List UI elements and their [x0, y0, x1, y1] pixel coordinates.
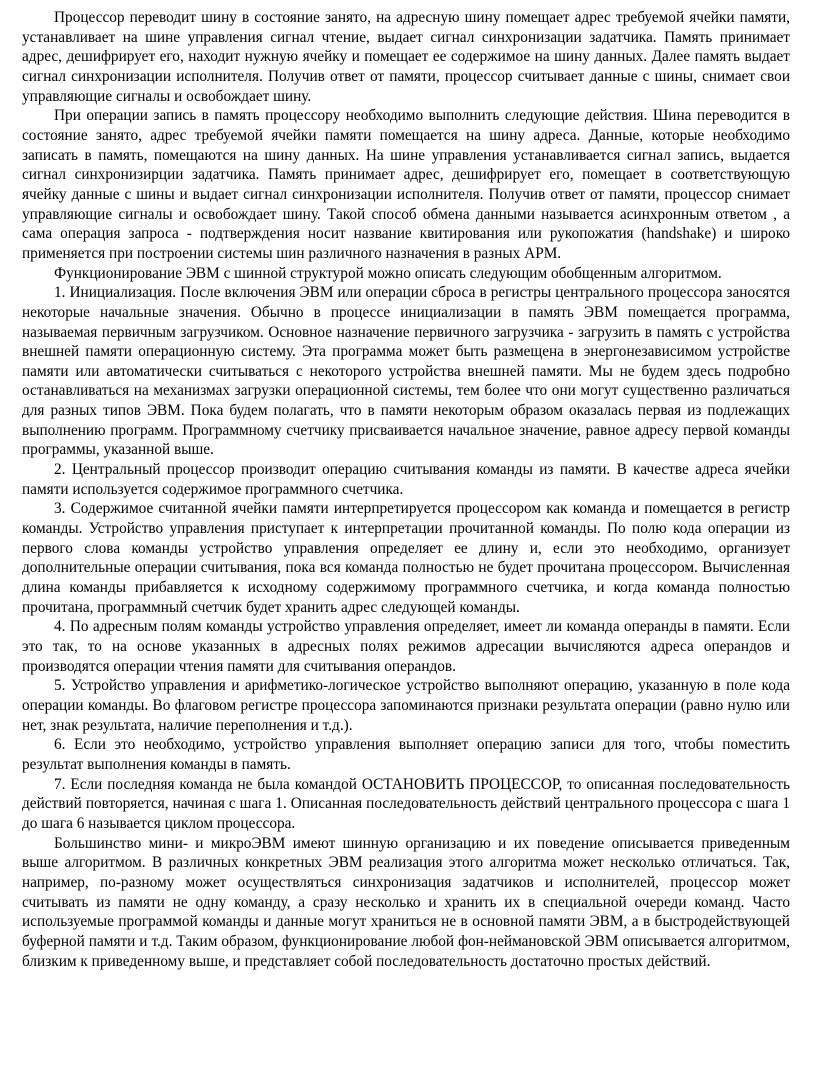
paragraph: Большинство мини- и микроЭВМ имеют шинную организацию и их поведение описывается приведенным выше алгоритмом. В различных конкретных ЭВМ реализация этого алгоритма может несколько отличаться. Так, например, по-разному может осуществляться синхронизация задатчиков и исполнителей, процессор может считывать из памяти не одну команду, а сразу несколько и хранить их в специальной очереди команд. Часто используемые программой команды и данные могут храниться не в основной памяти ЭВМ, а в быстродействующей буферной памяти и т.д. Таким образом, функционирование любой фон-неймановской ЭВМ описывается алгоритмом, близким к приведенному выше, и представляет собой последовательность достаточно простых действий. — [22, 834, 790, 970]
paragraph: 5. Устройство управления и арифметико-логическое устройство выполняют операцию, указанную в поле кода операции команды. Во флаговом регистре процессора запоминаются признаки результата операции (равно нулю или нет, знак результата, наличие переполнения и т.д.). — [22, 677, 790, 734]
paragraph: 7. Если последняя команда не была командой ОСТАНОВИТЬ ПРОЦЕССОР, то описанная последовательность действий повторяется, начиная с шага 1. Описанная последовательность действий центрального процессора с шага 1 до шага 6 называется циклом процессора. — [22, 775, 790, 832]
paragraph: 1. Инициализация. После включения ЭВМ или операции сброса в регистры центрального процессора заносятся некоторые начальные значения. Обычно в процессе инициализации в память ЭВМ помещается программа, называемая первичным загрузчиком. Основное назначение первичного загрузчика - загрузить в память с устройства внешней памяти операционную систему. Эта программа может быть размещена в энергонезависимом устройстве памяти или автоматически считываться с некоторого устройства внешней памяти. Мы не будем здесь подробно останавливаться на механизмах загрузки операционной системы, тем более что они могут существенно различаться для разных типов ЭВМ. Пока будем полагать, что в памяти некоторым образом оказалась первая из подлежащих выполнению программ. Программному счетчику присваивается начальное значение, равное адресу первой команды программы, указанной выше. — [22, 284, 790, 459]
paragraph: 2. Центральный процессор производит операцию считывания команды из памяти. В качестве адреса ячейки памяти используется содержимое программного счетчика. — [22, 461, 790, 498]
paragraph: 6. Если это необходимо, устройство управления выполняет операцию записи для того, чтобы поместить результат выполнения команды в память. — [22, 736, 790, 773]
paragraph: 4. По адресным полям команды устройство управления определяет, имеет ли команда операнды в памяти. Если это так, то на основе указанных в адресных полях режимов адресации вычисляются адреса операндов и производятся операции чтения памяти для считывания операндов. — [22, 618, 790, 675]
paragraph: Функционирование ЭВМ с шинной структурой можно описать следующим обобщенным алгоритмом. — [54, 264, 722, 282]
paragraph: 3. Содержимое считанной ячейки памяти интерпретируется процессором как команда и помещается в регистр команды. Устройство управления приступает к интерпретации прочитанной команды. По полю кода операции из первого слова команды устройство управления определяет ее длину и, если это необходимо, организует дополнительные операции считывания, пока вся команда полностью не будет прочитана процессором. Вычисленная длина команды прибавляется к исходному содержимому программного счетчика, и когда команда полностью прочитана, программный счетчик будет хранить адрес следующей команды. — [22, 500, 790, 616]
document-body — [22, 8, 790, 971]
paragraph: Процессор переводит шину в состояние занято, на адресную шину помещает адрес требуемой ячейки памяти, устанавливает на шине управления сигнал чтение, выдает сигнал синхронизации задатчика. Память принимает адрес, дешифрирует его, находит нужную ячейку и помещает ее содержимое на шину данных. Далее память выдает сигнал синхронизации исполнителя. Получив ответ от памяти, процессор считывает данные с шины, снимает свои управляющие сигналы и освобождает шину. — [22, 9, 790, 105]
paragraph: При операции запись в память процессору необходимо выполнить следующие действия. Шина переводится в состояние занято, адрес требуемой ячейки памяти помещается на шину адреса. Данные, которые необходимо записать в память, помещаются на шину данных. На шине управления устанавливается сигнал запись, выдается сигнал синхронизирции задатчика. Память принимает адрес, дешифрирует его, помещает в соответствующую ячейку данные с шины и выдает сигнал синхронизации исполнителя. Получив ответ от памяти, процессор снимает управляющие сигналы и освобождает шину. Такой способ обмена данными называется асинхронным ответом , а сама операция запроса - подтверждения носит название квитирования или рукопожатия (handshake) и широко применяется при построении системы шин различного назначения в разных АРМ. — [22, 107, 790, 262]
